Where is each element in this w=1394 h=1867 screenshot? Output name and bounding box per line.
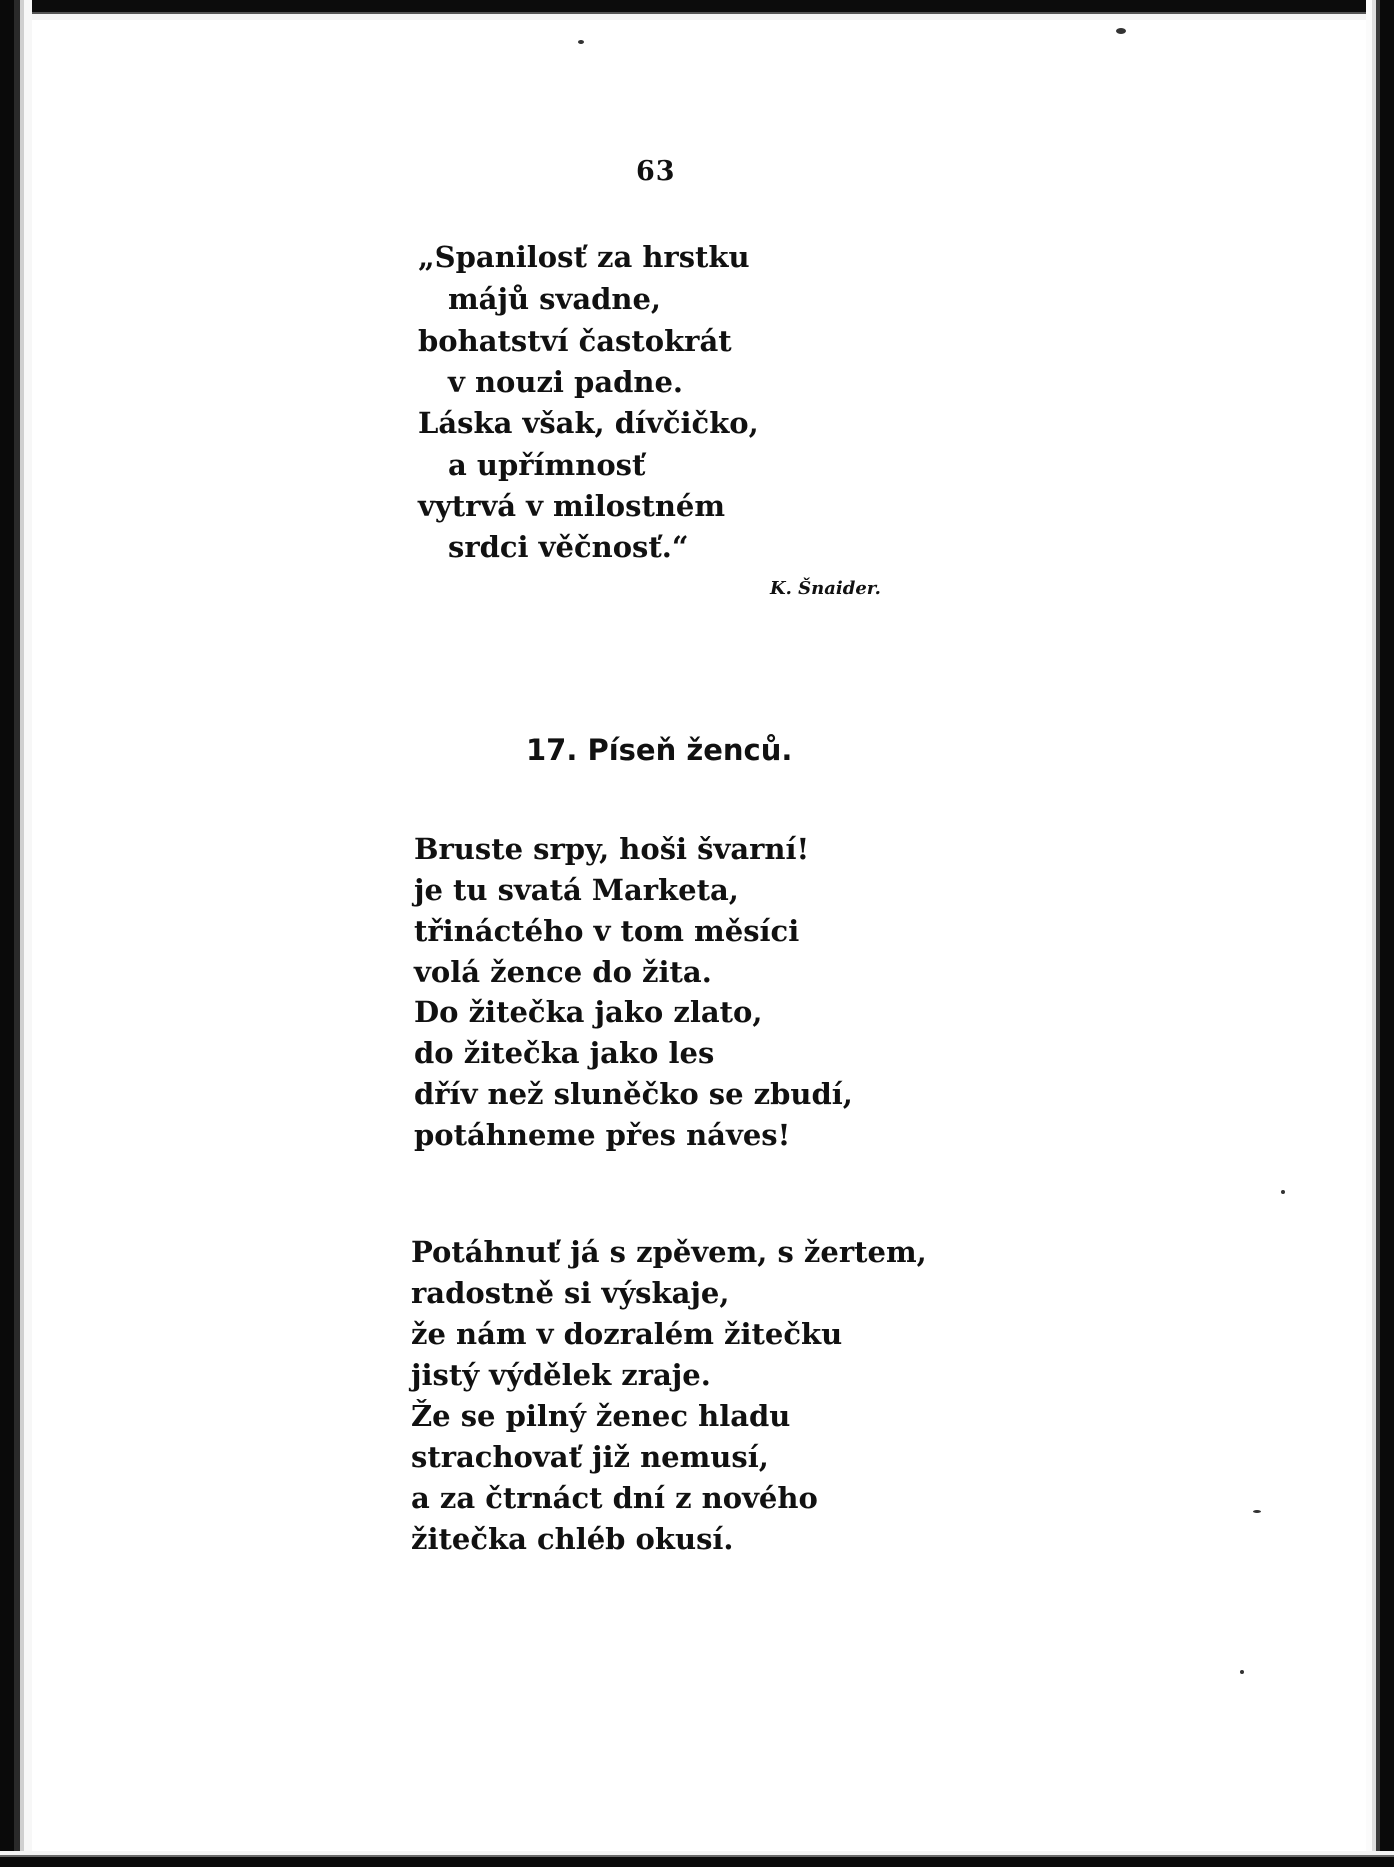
scan-speck: [1240, 1670, 1244, 1674]
scan-edge-top: [0, 0, 1394, 20]
poem-line: je tu svatá Marketa,: [414, 873, 739, 907]
poem-line: „Spanilosť za hrstku: [418, 240, 750, 274]
poem-line: dřív než sluněčko se zbudí,: [414, 1077, 853, 1111]
poem-line: že nám v dozralém žitečku: [411, 1317, 843, 1351]
poem-line: radostně si výskaje,: [411, 1276, 730, 1310]
scan-edge-right: [1366, 0, 1394, 1867]
poem-line: májů svadne,: [448, 282, 662, 316]
poem-line: srdci věčnosť.“: [448, 530, 689, 564]
poem-line: Do žitečka jako zlato,: [414, 995, 763, 1029]
scan-speck: [578, 40, 584, 44]
scan-speck: [1281, 1190, 1285, 1194]
poem-author: K. Šnaider.: [770, 578, 881, 599]
scan-edge-left: [0, 0, 32, 1867]
poem-line: jistý výdělek zraje.: [411, 1358, 711, 1392]
poem-line: volá žence do žita.: [414, 955, 712, 989]
scan-speck: [1253, 1510, 1261, 1513]
poem-line: třináctého v tom měsíci: [414, 914, 800, 948]
poem-line: bohatství častokrát: [418, 324, 732, 358]
scan-speck: [1116, 28, 1126, 34]
poem-line: strachovať již nemusí,: [411, 1440, 769, 1474]
poem-line: žitečka chléb okusí.: [411, 1522, 734, 1556]
poem-line: potáhneme přes náves!: [414, 1118, 791, 1152]
page-number: 63: [636, 156, 676, 187]
poem-title: 17. Píseň ženců.: [526, 733, 793, 767]
poem-line: Bruste srpy, hoši švarní!: [414, 832, 810, 866]
poem-line: a za čtrnáct dní z nového: [411, 1481, 818, 1515]
poem-line: Láska však, dívčičko,: [418, 406, 759, 440]
poem-line: vytrvá v milostném: [418, 489, 726, 523]
poem-line: Že se pilný ženec hladu: [411, 1399, 791, 1433]
poem-line: a upřímnosť: [448, 448, 646, 482]
poem-line: v nouzi padne.: [448, 365, 684, 399]
scan-edge-bottom: [0, 1851, 1394, 1867]
poem-line: Potáhnuť já s zpěvem, s žertem,: [411, 1235, 927, 1269]
poem-line: do žitečka jako les: [414, 1036, 715, 1070]
